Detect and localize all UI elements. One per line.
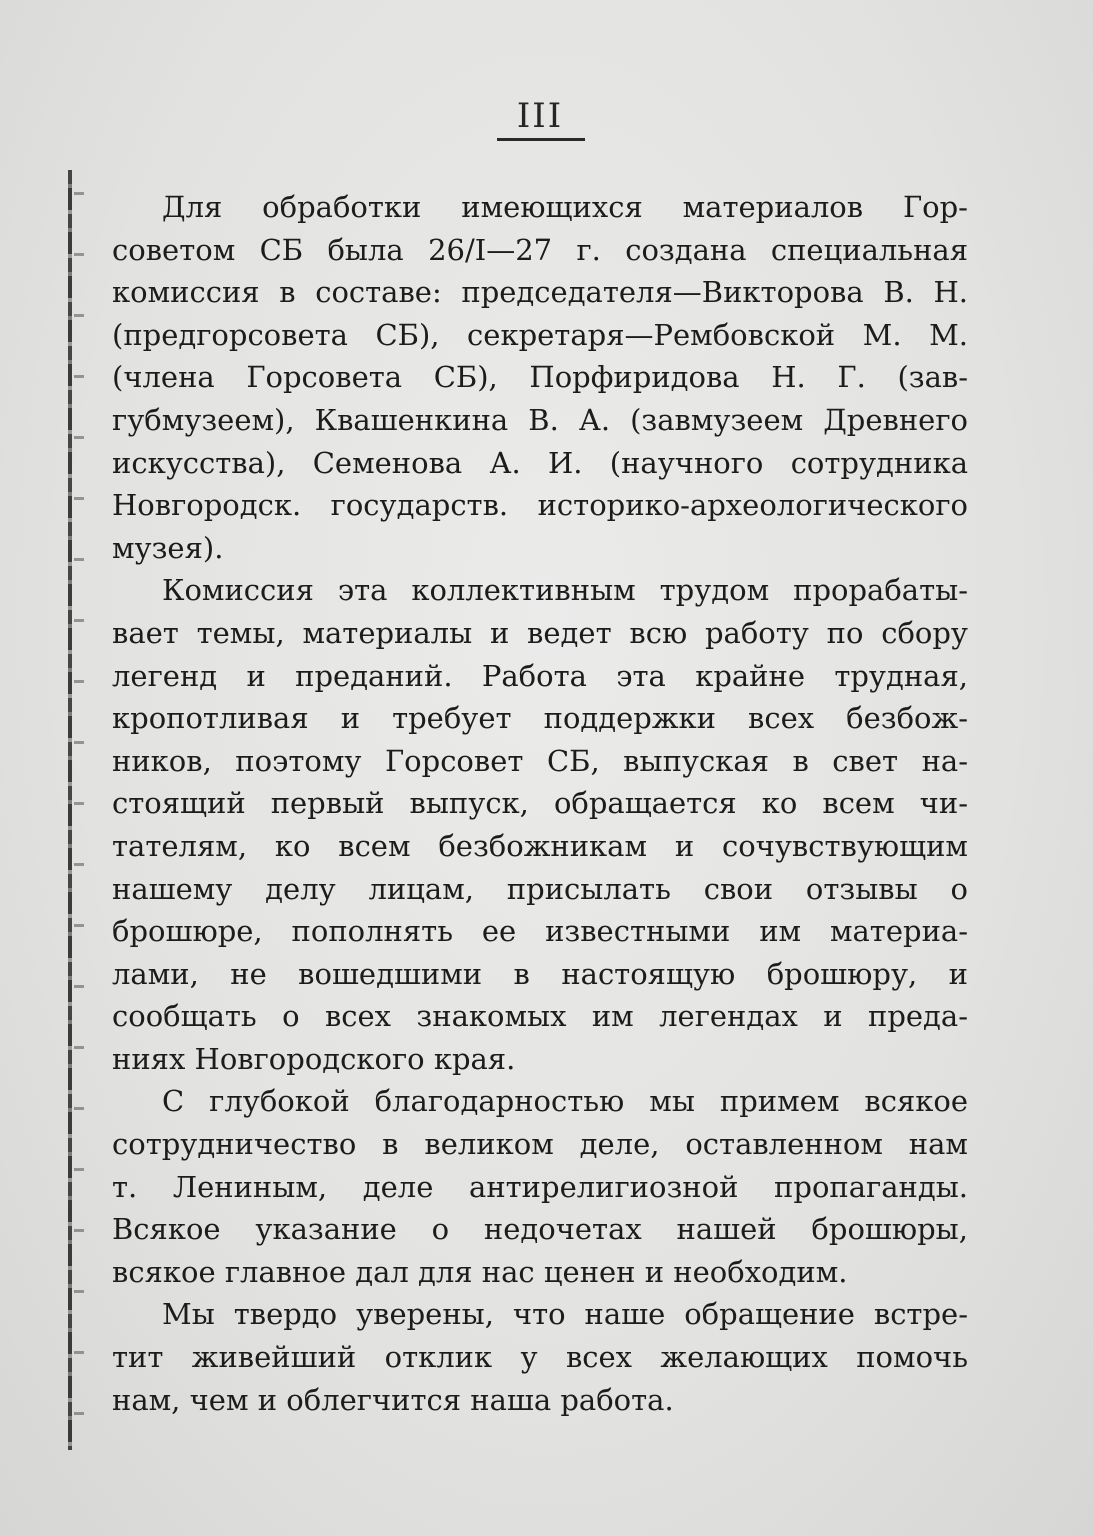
page-number: III [516,96,564,136]
text-line: вает темы, материалы и ведет всю работу по сбору [112,615,968,650]
text-line: советом СБ была 26/I—27 г. создана специальная [112,232,968,267]
text-line: легенд и преданий. Работа эта крайне трудная, [112,658,968,693]
text-line: искусства), Семенова А. И. (научного сотрудника [112,445,968,480]
text-line: всякое главное дал для нас ценен и необходим. [112,1254,848,1289]
text-line: Новгородск. государств. историко-археологического [112,488,968,523]
paragraph-closing [112,1293,968,1421]
text-line: ников, поэтому Горсовет СБ, выпуская в свет на- [112,743,968,778]
paragraph-appeal [112,569,968,1080]
text-line: Мы твердо уверены, что наше обращение встре- [162,1297,968,1332]
body-text [112,186,968,1421]
text-line: тит живейший отклик у всех желающих помочь [112,1340,968,1375]
text-line: (члена Горсовета СБ), Порфиридова Н. Г. (зав- [112,360,968,395]
text-line: т. Лениным, деле антирелигиозной пропаганды. [112,1169,968,1204]
text-line: музея). [112,530,224,565]
text-line: С глубокой благодарностью мы примем всякое [162,1084,968,1119]
text-line: сотрудничество в великом деле, оставленном нам [112,1127,968,1162]
binding-line [68,170,72,1450]
binding-edge [62,170,80,1450]
text-line: лами, не вошедшими в настоящую брошюру, и [112,956,968,991]
text-line: сообщать о всех знакомых им легендах и преда- [112,999,968,1034]
text-line: (предгорсовета СБ), секретаря—Рембовской М. М. [112,317,968,352]
paragraph-commission [112,186,968,569]
text-line: нам, чем и облегчится наша работа. [112,1382,674,1417]
binding-stitches [74,170,84,1450]
text-line: губмузеем), Квашенкина В. А. (завмузеем Древнего [112,402,968,437]
text-line: комиссия в составе: председателя—Викторова В. Н. [112,275,968,310]
text-line: брошюре, пополнять ее известными им материа- [112,914,968,949]
text-line: нашему делу лицам, присылать свои отзывы о [112,871,968,906]
text-line: Комиссия эта коллективным трудом прорабаты- [162,573,968,608]
text-line: стоящий первый выпуск, обращается ко всем чи- [112,786,968,821]
text-line: тателям, ко всем безбожникам и сочувствующим [112,828,968,863]
page-number-underline [497,138,585,141]
paragraph-gratitude [112,1080,968,1293]
text-line: Для обработки имеющихся материалов Гор- [162,190,968,224]
text-line: кропотливая и требует поддержки всех безбож- [112,701,968,736]
text-line: ниях Новгородского края. [112,1041,516,1076]
text-line: Всякое указание о недочетах нашей брошюры, [112,1212,968,1247]
